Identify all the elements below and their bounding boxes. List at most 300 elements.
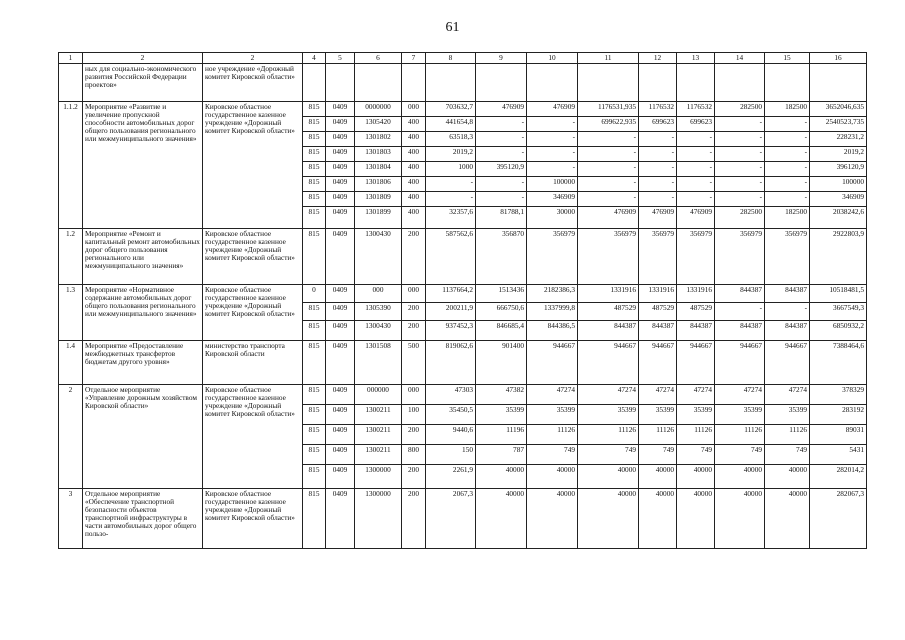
data-cell: 283192 [810,405,867,425]
data-cell: - [476,177,527,192]
data-cell: - [715,162,765,177]
data-cell: 1300211 [355,405,402,425]
data-cell [326,64,355,102]
data-cell: 666750,6 [476,303,527,321]
data-cell: 1300430 [355,321,402,341]
data-cell: 1301803 [355,147,402,162]
data-cell: 400 [402,177,426,192]
data-cell: - [639,177,677,192]
data-cell: 1301899 [355,207,402,229]
data-cell: - [476,192,527,207]
data-cell: 356870 [476,229,527,285]
row-number: 3 [59,489,83,549]
data-cell: 1337999,8 [527,303,578,321]
data-cell: - [715,177,765,192]
data-cell: 2922803,9 [810,229,867,285]
data-cell: 200 [402,425,426,445]
data-cell: 0409 [326,285,355,303]
row-number: 1.4 [59,341,83,385]
data-cell: 47274 [527,385,578,405]
data-cell: 699622,935 [578,117,639,132]
data-cell: 815 [303,207,326,229]
data-cell: - [426,177,476,192]
data-cell: 2067,3 [426,489,476,549]
data-cell: 0409 [326,117,355,132]
data-cell: 35399 [578,405,639,425]
data-cell: - [715,303,765,321]
data-cell: 356979 [715,229,765,285]
table-row [59,385,867,405]
data-cell: - [639,192,677,207]
data-cell [639,64,677,102]
data-cell: - [639,132,677,147]
data-cell: 282067,3 [810,489,867,549]
data-cell [476,64,527,102]
data-cell: 815 [303,385,326,405]
data-cell: 844387 [765,321,810,341]
data-cell: 200 [402,303,426,321]
data-cell: 815 [303,321,326,341]
data-cell: 0409 [326,321,355,341]
data-cell: 9440,6 [426,425,476,445]
row-number: 1.3 [59,285,83,341]
data-cell: 100000 [527,177,578,192]
data-cell: 35450,5 [426,405,476,425]
data-cell: 35399 [527,405,578,425]
data-cell: 346909 [810,192,867,207]
data-cell: 47303 [426,385,476,405]
data-cell: 47274 [639,385,677,405]
data-cell: 476909 [476,102,527,117]
header-cell-11: 11 [578,53,639,64]
data-cell: 0409 [326,489,355,549]
data-cell: 35399 [715,405,765,425]
data-cell: 32357,6 [426,207,476,229]
data-cell: 844387 [765,285,810,303]
data-cell: - [765,162,810,177]
data-cell: 40000 [476,465,527,489]
table-row [59,64,867,102]
data-cell: 815 [303,489,326,549]
data-cell: 2038242,6 [810,207,867,229]
header-cell-16: 16 [810,53,867,64]
data-cell [578,64,639,102]
data-cell: 282014,2 [810,465,867,489]
data-cell: 35399 [639,405,677,425]
data-cell: 749 [527,445,578,465]
data-cell: 749 [765,445,810,465]
data-cell: 81788,1 [476,207,527,229]
data-cell: 1301806 [355,177,402,192]
data-cell: - [715,132,765,147]
data-cell: 200 [402,465,426,489]
header-cell-13: 13 [677,53,715,64]
data-cell: 47274 [765,385,810,405]
data-cell: 356979 [765,229,810,285]
data-cell: 1300211 [355,425,402,445]
data-cell: 699623 [677,117,715,132]
data-cell: 500 [402,341,426,385]
data-cell: 0409 [326,147,355,162]
data-cell: 487529 [578,303,639,321]
data-cell: 282500 [715,102,765,117]
data-cell: 40000 [639,465,677,489]
data-cell: 944667 [578,341,639,385]
table-row [59,489,867,549]
data-cell: 11126 [677,425,715,445]
data-cell: 11126 [639,425,677,445]
data-cell: 1305420 [355,117,402,132]
data-cell: - [765,303,810,321]
data-cell: 844387 [639,321,677,341]
data-cell: 2182386,3 [527,285,578,303]
data-cell: 815 [303,162,326,177]
data-cell: 846685,4 [476,321,527,341]
data-cell: 815 [303,465,326,489]
data-cell: 815 [303,303,326,321]
data-cell: 815 [303,102,326,117]
data-cell: 000000 [355,385,402,405]
data-cell: - [426,192,476,207]
page-number: 61 [445,20,460,35]
data-cell: 1331916 [578,285,639,303]
data-cell: 1300000 [355,465,402,489]
header-cell-12: 12 [639,53,677,64]
data-cell: 3652046,635 [810,102,867,117]
data-cell [765,64,810,102]
data-cell: 400 [402,117,426,132]
data-cell: 200 [402,489,426,549]
data-cell: 1301802 [355,132,402,147]
data-cell: - [677,147,715,162]
data-cell: 944667 [527,341,578,385]
row-title: Мероприятие «Нормативное содержание автомобильных дорог общего пользования регионального или межмуниципального значения» [83,285,203,341]
data-cell: 35399 [677,405,715,425]
data-cell: 182500 [765,102,810,117]
data-cell: 1300000 [355,489,402,549]
data-cell: 40000 [639,489,677,549]
data-cell: 1305390 [355,303,402,321]
data-cell: 0409 [326,341,355,385]
header-cell-5: 5 [326,53,355,64]
data-cell: 40000 [527,489,578,549]
data-cell: 815 [303,177,326,192]
data-cell: 40000 [527,465,578,489]
data-cell: 2019,2 [810,147,867,162]
table-row [59,341,867,385]
data-cell: - [765,132,810,147]
data-cell: 282500 [715,207,765,229]
data-cell: 6850932,2 [810,321,867,341]
row-title: Мероприятие «Развитие и увеличение пропускной способности автомобильных дорог общего пользования регионального или межмуниципального значения» [83,102,203,229]
data-cell: 944667 [765,341,810,385]
data-cell: 47274 [578,385,639,405]
data-cell: 0409 [326,162,355,177]
data-cell: 0409 [326,207,355,229]
data-cell: 815 [303,445,326,465]
data-cell: 47274 [715,385,765,405]
data-cell: 150 [426,445,476,465]
row-org: Кировское областное государственное казенное учреждение «Дорожный комитет Кировской области» [203,285,303,341]
header-row [59,53,867,64]
row-org: Кировское областное государственное казенное учреждение «Дорожный комитет Кировской области» [203,229,303,285]
data-cell: 11126 [578,425,639,445]
data-cell: 346909 [527,192,578,207]
data-cell: 441654,8 [426,117,476,132]
data-cell: - [527,117,578,132]
data-cell: 10518481,5 [810,285,867,303]
data-cell: 200 [402,321,426,341]
data-cell: 699623 [639,117,677,132]
data-cell: - [578,177,639,192]
data-cell: 11126 [765,425,810,445]
data-cell: 937452,3 [426,321,476,341]
data-cell: 844386,5 [527,321,578,341]
data-cell: 749 [677,445,715,465]
data-cell: 356979 [677,229,715,285]
data-cell: 400 [402,132,426,147]
data-cell: - [715,117,765,132]
data-cell: 35399 [765,405,810,425]
data-cell: 356979 [578,229,639,285]
data-cell: - [639,162,677,177]
data-cell: 815 [303,192,326,207]
data-cell: 703632,7 [426,102,476,117]
data-cell: 944667 [639,341,677,385]
data-cell: 0409 [326,192,355,207]
row-org: Кировское областное государственное казенное учреждение «Дорожный комитет Кировской области» [203,102,303,229]
data-cell: 1300430 [355,229,402,285]
data-cell: - [765,147,810,162]
data-cell: 228231,2 [810,132,867,147]
data-cell: 40000 [715,465,765,489]
data-cell: 0000000 [355,102,402,117]
data-cell: 400 [402,192,426,207]
table-row [59,285,867,303]
data-cell: 400 [402,147,426,162]
data-cell: 35399 [476,405,527,425]
data-cell: 815 [303,341,326,385]
data-cell [527,64,578,102]
data-cell: 200211,9 [426,303,476,321]
data-cell: 1301804 [355,162,402,177]
data-cell: 40000 [677,465,715,489]
row-org: Кировское областное государственное казенное учреждение «Дорожный комитет Кировской области» [203,489,303,549]
data-cell: 587562,6 [426,229,476,285]
data-cell: 400 [402,162,426,177]
data-cell: 000 [402,285,426,303]
data-cell: 100000 [810,177,867,192]
data-cell: - [677,192,715,207]
data-cell: 487529 [677,303,715,321]
data-cell: - [578,147,639,162]
data-cell: 40000 [578,465,639,489]
data-cell: 2019,2 [426,147,476,162]
data-cell [355,64,402,102]
header-cell-1: 1 [59,53,83,64]
row-number: 2 [59,385,83,489]
data-cell: 487529 [639,303,677,321]
data-cell: - [527,162,578,177]
data-cell: 1301508 [355,341,402,385]
data-cell: - [639,147,677,162]
data-cell: 844387 [715,285,765,303]
data-cell [402,64,426,102]
header-cell-3: 2 [203,53,303,64]
data-cell: 1331916 [677,285,715,303]
data-cell: 40000 [476,489,527,549]
data-cell: 476909 [527,102,578,117]
data-cell: 1301809 [355,192,402,207]
data-cell: 1176532 [677,102,715,117]
data-cell: 844387 [677,321,715,341]
data-cell: 11196 [476,425,527,445]
data-cell: - [476,132,527,147]
data-cell: - [715,147,765,162]
data-cell: - [715,192,765,207]
data-cell: 800 [402,445,426,465]
data-cell: 0409 [326,102,355,117]
data-cell: 815 [303,147,326,162]
data-cell: 1176531,935 [578,102,639,117]
data-cell: - [677,132,715,147]
data-cell: 5431 [810,445,867,465]
data-cell: 815 [303,405,326,425]
data-cell: 815 [303,425,326,445]
header-cell-7: 7 [402,53,426,64]
row-number: 1.1.2 [59,102,83,229]
header-cell-9: 9 [476,53,527,64]
data-cell: 47382 [476,385,527,405]
data-cell: - [578,132,639,147]
data-cell: 40000 [578,489,639,549]
data-cell: 844387 [578,321,639,341]
data-cell: 749 [715,445,765,465]
data-cell: 182500 [765,207,810,229]
header-cell-14: 14 [715,53,765,64]
row-org: министерство транспорта Кировской области [203,341,303,385]
data-cell: - [578,162,639,177]
data-cell: 476909 [578,207,639,229]
data-cell: 476909 [677,207,715,229]
header-cell-4: 4 [303,53,326,64]
data-cell: 11126 [527,425,578,445]
data-cell: 0409 [326,425,355,445]
data-cell: 844387 [715,321,765,341]
data-cell: 356979 [639,229,677,285]
data-cell: 378329 [810,385,867,405]
row-title: ных для социально-экономического развития Российской Федерации проектов» [83,64,203,102]
data-cell: 0 [303,285,326,303]
table-row [59,229,867,285]
data-cell: 787 [476,445,527,465]
data-cell: 400 [402,207,426,229]
data-cell: 100 [402,405,426,425]
data-cell [810,64,867,102]
data-cell: 0409 [326,177,355,192]
row-title: Мероприятие «Ремонт и капитальный ремонт автомобильных дорог общего пользования регионального или межмуниципального значения» [83,229,203,285]
data-cell: 1331916 [639,285,677,303]
table-row [59,102,867,117]
data-cell: 3667549,3 [810,303,867,321]
data-cell: 0409 [326,303,355,321]
data-cell: 944667 [715,341,765,385]
data-cell: 815 [303,117,326,132]
data-cell: 0409 [326,132,355,147]
data-cell: - [578,192,639,207]
data-cell: 40000 [715,489,765,549]
data-cell: 749 [578,445,639,465]
data-cell: 63518,3 [426,132,476,147]
header-cell-6: 6 [355,53,402,64]
budget-table [58,52,867,549]
data-cell: 40000 [765,465,810,489]
data-cell: 815 [303,132,326,147]
data-cell [426,64,476,102]
data-cell: - [476,117,527,132]
row-number [59,64,83,102]
data-cell: - [765,177,810,192]
data-cell [677,64,715,102]
data-cell: 11126 [715,425,765,445]
data-cell: 0409 [326,465,355,489]
data-cell: 2540523,735 [810,117,867,132]
data-cell [715,64,765,102]
data-cell: 000 [402,102,426,117]
data-cell: 000 [355,285,402,303]
header-cell-8: 8 [426,53,476,64]
data-cell: 396120,9 [810,162,867,177]
data-cell: 30000 [527,207,578,229]
data-cell: 7388464,6 [810,341,867,385]
data-cell: 1176532 [639,102,677,117]
data-cell: 89031 [810,425,867,445]
header-cell-10: 10 [527,53,578,64]
data-cell: - [677,162,715,177]
data-cell: 1513436 [476,285,527,303]
data-cell: 819062,6 [426,341,476,385]
row-org: Кировское областное государственное казенное учреждение «Дорожный комитет Кировской области» [203,385,303,489]
row-title: Мероприятие «Предоставление межбюджетных трансфертов бюджетам другого уровня» [83,341,203,385]
row-number: 1.2 [59,229,83,285]
data-cell: 356979 [527,229,578,285]
data-cell: 40000 [677,489,715,549]
data-cell: - [476,147,527,162]
data-cell: 0409 [326,229,355,285]
data-cell: 901400 [476,341,527,385]
header-cell-2: 2 [83,53,203,64]
data-cell: 40000 [765,489,810,549]
data-cell: 0409 [326,445,355,465]
row-title: Отдельное мероприятие «Управление дорожным хозяйством Кировской области» [83,385,203,489]
row-org: ное учреждение «Дорожный комитет Кировской области» [203,64,303,102]
row-title: Отдельное мероприятие «Обеспечение транспортной безопасности объектов транспортной инфраструктуры в части автомобильных дорог общего пользо- [83,489,203,549]
data-cell: 395120,9 [476,162,527,177]
data-cell: - [527,132,578,147]
data-cell: - [677,177,715,192]
data-cell: - [765,192,810,207]
data-cell: 200 [402,229,426,285]
data-cell: 0409 [326,385,355,405]
data-cell: 47274 [677,385,715,405]
data-cell: 749 [639,445,677,465]
data-cell: 1300211 [355,445,402,465]
data-cell [303,64,326,102]
header-cell-15: 15 [765,53,810,64]
data-cell: 0409 [326,405,355,425]
data-cell: 815 [303,229,326,285]
data-cell: 1137664,2 [426,285,476,303]
